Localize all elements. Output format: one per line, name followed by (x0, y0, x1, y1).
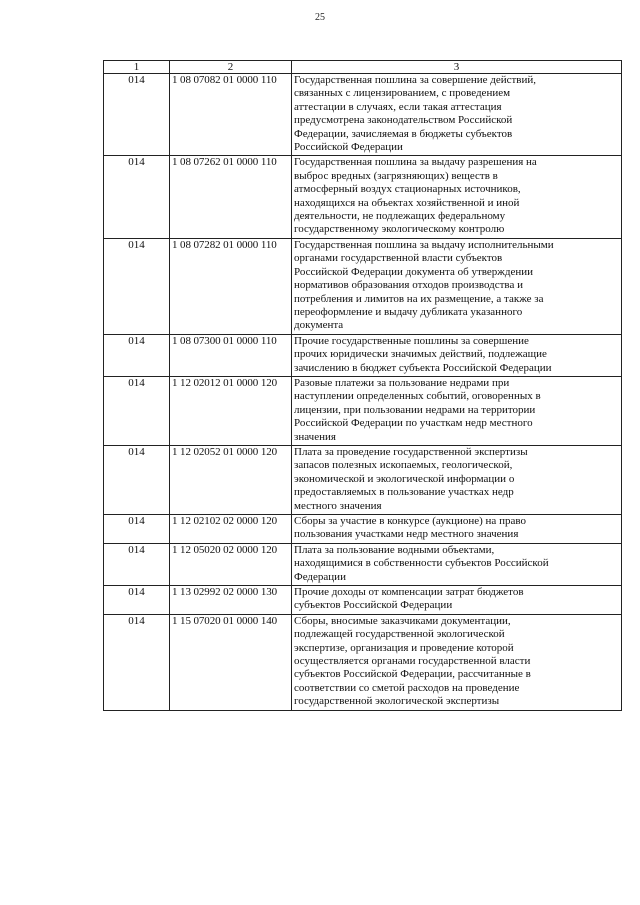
description-line: аттестации в случаях, если такая аттестация (294, 100, 502, 113)
description-line: значения (294, 430, 336, 443)
description-line: атмосферный воздух стационарных источников, (294, 183, 521, 196)
table-row (104, 156, 622, 238)
budget-code-cell: 1 08 07282 01 0000 110 (170, 238, 292, 334)
description-cell (292, 614, 622, 710)
admin-code-cell: 014 (104, 376, 170, 445)
description-line: зачислению в бюджет субъекта Российской Федерации (294, 361, 552, 374)
admin-code-cell: 014 (104, 156, 170, 238)
description-line: предусмотрена законодательством Российской (294, 114, 513, 127)
admin-code-cell: 014 (104, 515, 170, 544)
budget-code-cell: 1 08 07082 01 0000 110 (170, 74, 292, 156)
description-line: субъектов Российской Федерации, рассчитанные в (294, 668, 531, 681)
description-line: Государственная пошлина за выдачу разрешения на (294, 156, 537, 169)
description-line: предоставляемых в пользование участках недр (294, 486, 514, 499)
description-line: пользования участками недр местного значения (294, 528, 519, 541)
budget-code-cell: 1 08 07262 01 0000 110 (170, 156, 292, 238)
description-line: выброс вредных (загрязняющих) веществ в (294, 169, 498, 182)
description-line: Государственная пошлина за совершение действий, (294, 74, 537, 86)
description-line: субъектов Российской Федерации (294, 599, 453, 612)
description-line: соответствии со сметой расходов на проведение (294, 681, 520, 694)
description-line: документа (294, 319, 344, 332)
table-row (104, 445, 622, 514)
description-line: Государственная пошлина за выдачу исполнительными (294, 238, 554, 251)
column-header-1: 1 (104, 61, 170, 74)
description-line: экспертизе, организация и проведение которой (294, 641, 514, 654)
description-line: переоформление и выдачу дубликата указанного (294, 305, 523, 318)
description-line: подлежащей государственной экологической (294, 628, 505, 641)
description-cell (292, 515, 622, 544)
description-line: потребления и лимитов на их размещение, а также за (294, 292, 544, 305)
budget-code-cell: 1 12 02102 02 0000 120 (170, 515, 292, 544)
table-body (104, 74, 622, 711)
budget-code-cell: 1 08 07300 01 0000 110 (170, 334, 292, 376)
header-row (104, 61, 622, 74)
description-cell (292, 543, 622, 585)
description-line: находящихся на объектах хозяйственной и иной (294, 196, 520, 209)
description-line: экономической и экологической информации о (294, 472, 515, 485)
description-line: деятельности, не подлежащих федеральному (294, 210, 506, 223)
description-line: Российской Федерации (294, 141, 403, 154)
description-line: Прочие государственные пошлины за совершение (294, 334, 529, 347)
budget-code-cell: 1 13 02992 02 0000 130 (170, 586, 292, 615)
description-cell (292, 445, 622, 514)
budget-code-cell: 1 15 07020 01 0000 140 (170, 614, 292, 710)
description-line: органами государственной власти субъектов (294, 252, 503, 265)
description-cell (292, 334, 622, 376)
description-cell (292, 376, 622, 445)
description-line: находящимися в собственности субъектов Российской (294, 557, 549, 570)
description-cell (292, 156, 622, 238)
budget-code-cell: 1 12 02052 01 0000 120 (170, 445, 292, 514)
description-line: государственной экологической экспертизы (294, 695, 500, 708)
description-line: Плата за проведение государственной экспертизы (294, 445, 528, 458)
table-row (104, 586, 622, 615)
admin-code-cell: 014 (104, 543, 170, 585)
description-cell (292, 238, 622, 334)
description-line: осуществляется органами государственной власти (294, 655, 531, 668)
description-line: Прочие доходы от компенсации затрат бюджетов (294, 586, 524, 599)
admin-code-cell: 014 (104, 238, 170, 334)
description-line: государственному экологическому контролю (294, 223, 505, 236)
table-row (104, 334, 622, 376)
description-line: связанных с лицензированием, с проведением (294, 87, 511, 100)
description-cell (292, 74, 622, 156)
description-cell (292, 586, 622, 615)
admin-code-cell: 014 (104, 445, 170, 514)
description-line: местного значения (294, 499, 382, 512)
description-line: Сборы, вносимые заказчиками документации, (294, 614, 511, 627)
table-row (104, 74, 622, 156)
description-line: Федерации, зачисляемая в бюджеты субъектов (294, 127, 513, 140)
admin-code-cell: 014 (104, 586, 170, 615)
budget-code-cell: 1 12 05020 02 0000 120 (170, 543, 292, 585)
description-line: нормативов образования отходов производства и (294, 279, 523, 292)
admin-code-cell: 014 (104, 614, 170, 710)
description-line: Плата за пользование водными объектами, (294, 543, 495, 556)
description-line: Российской Федерации документа об утверждении (294, 265, 534, 278)
budget-code-cell: 1 12 02012 01 0000 120 (170, 376, 292, 445)
description-line: прочих юридически значимых действий, подлежащие (294, 348, 547, 361)
table-row (104, 238, 622, 334)
table-row (104, 543, 622, 585)
description-line: Федерации (294, 570, 346, 583)
description-line: лицензии, при пользовании недрами на территории (294, 403, 536, 416)
column-header-3: 3 (292, 61, 622, 74)
description-line: Разовые платежи за пользование недрами при (294, 376, 510, 389)
page-number: 25 (315, 12, 325, 23)
table-row (104, 376, 622, 445)
table-row (104, 614, 622, 710)
description-line: Сборы за участие в конкурсе (аукционе) на право (294, 515, 526, 527)
admin-code-cell: 014 (104, 334, 170, 376)
revenue-codes-table (103, 60, 622, 711)
column-header-2: 2 (170, 61, 292, 74)
table-row (104, 515, 622, 544)
description-line: Российской Федерации по участкам недр местного (294, 417, 533, 430)
admin-code-cell: 014 (104, 74, 170, 156)
description-line: запасов полезных ископаемых, геологической, (294, 459, 513, 472)
description-line: наступлении определенных событий, оговоренных в (294, 390, 541, 403)
